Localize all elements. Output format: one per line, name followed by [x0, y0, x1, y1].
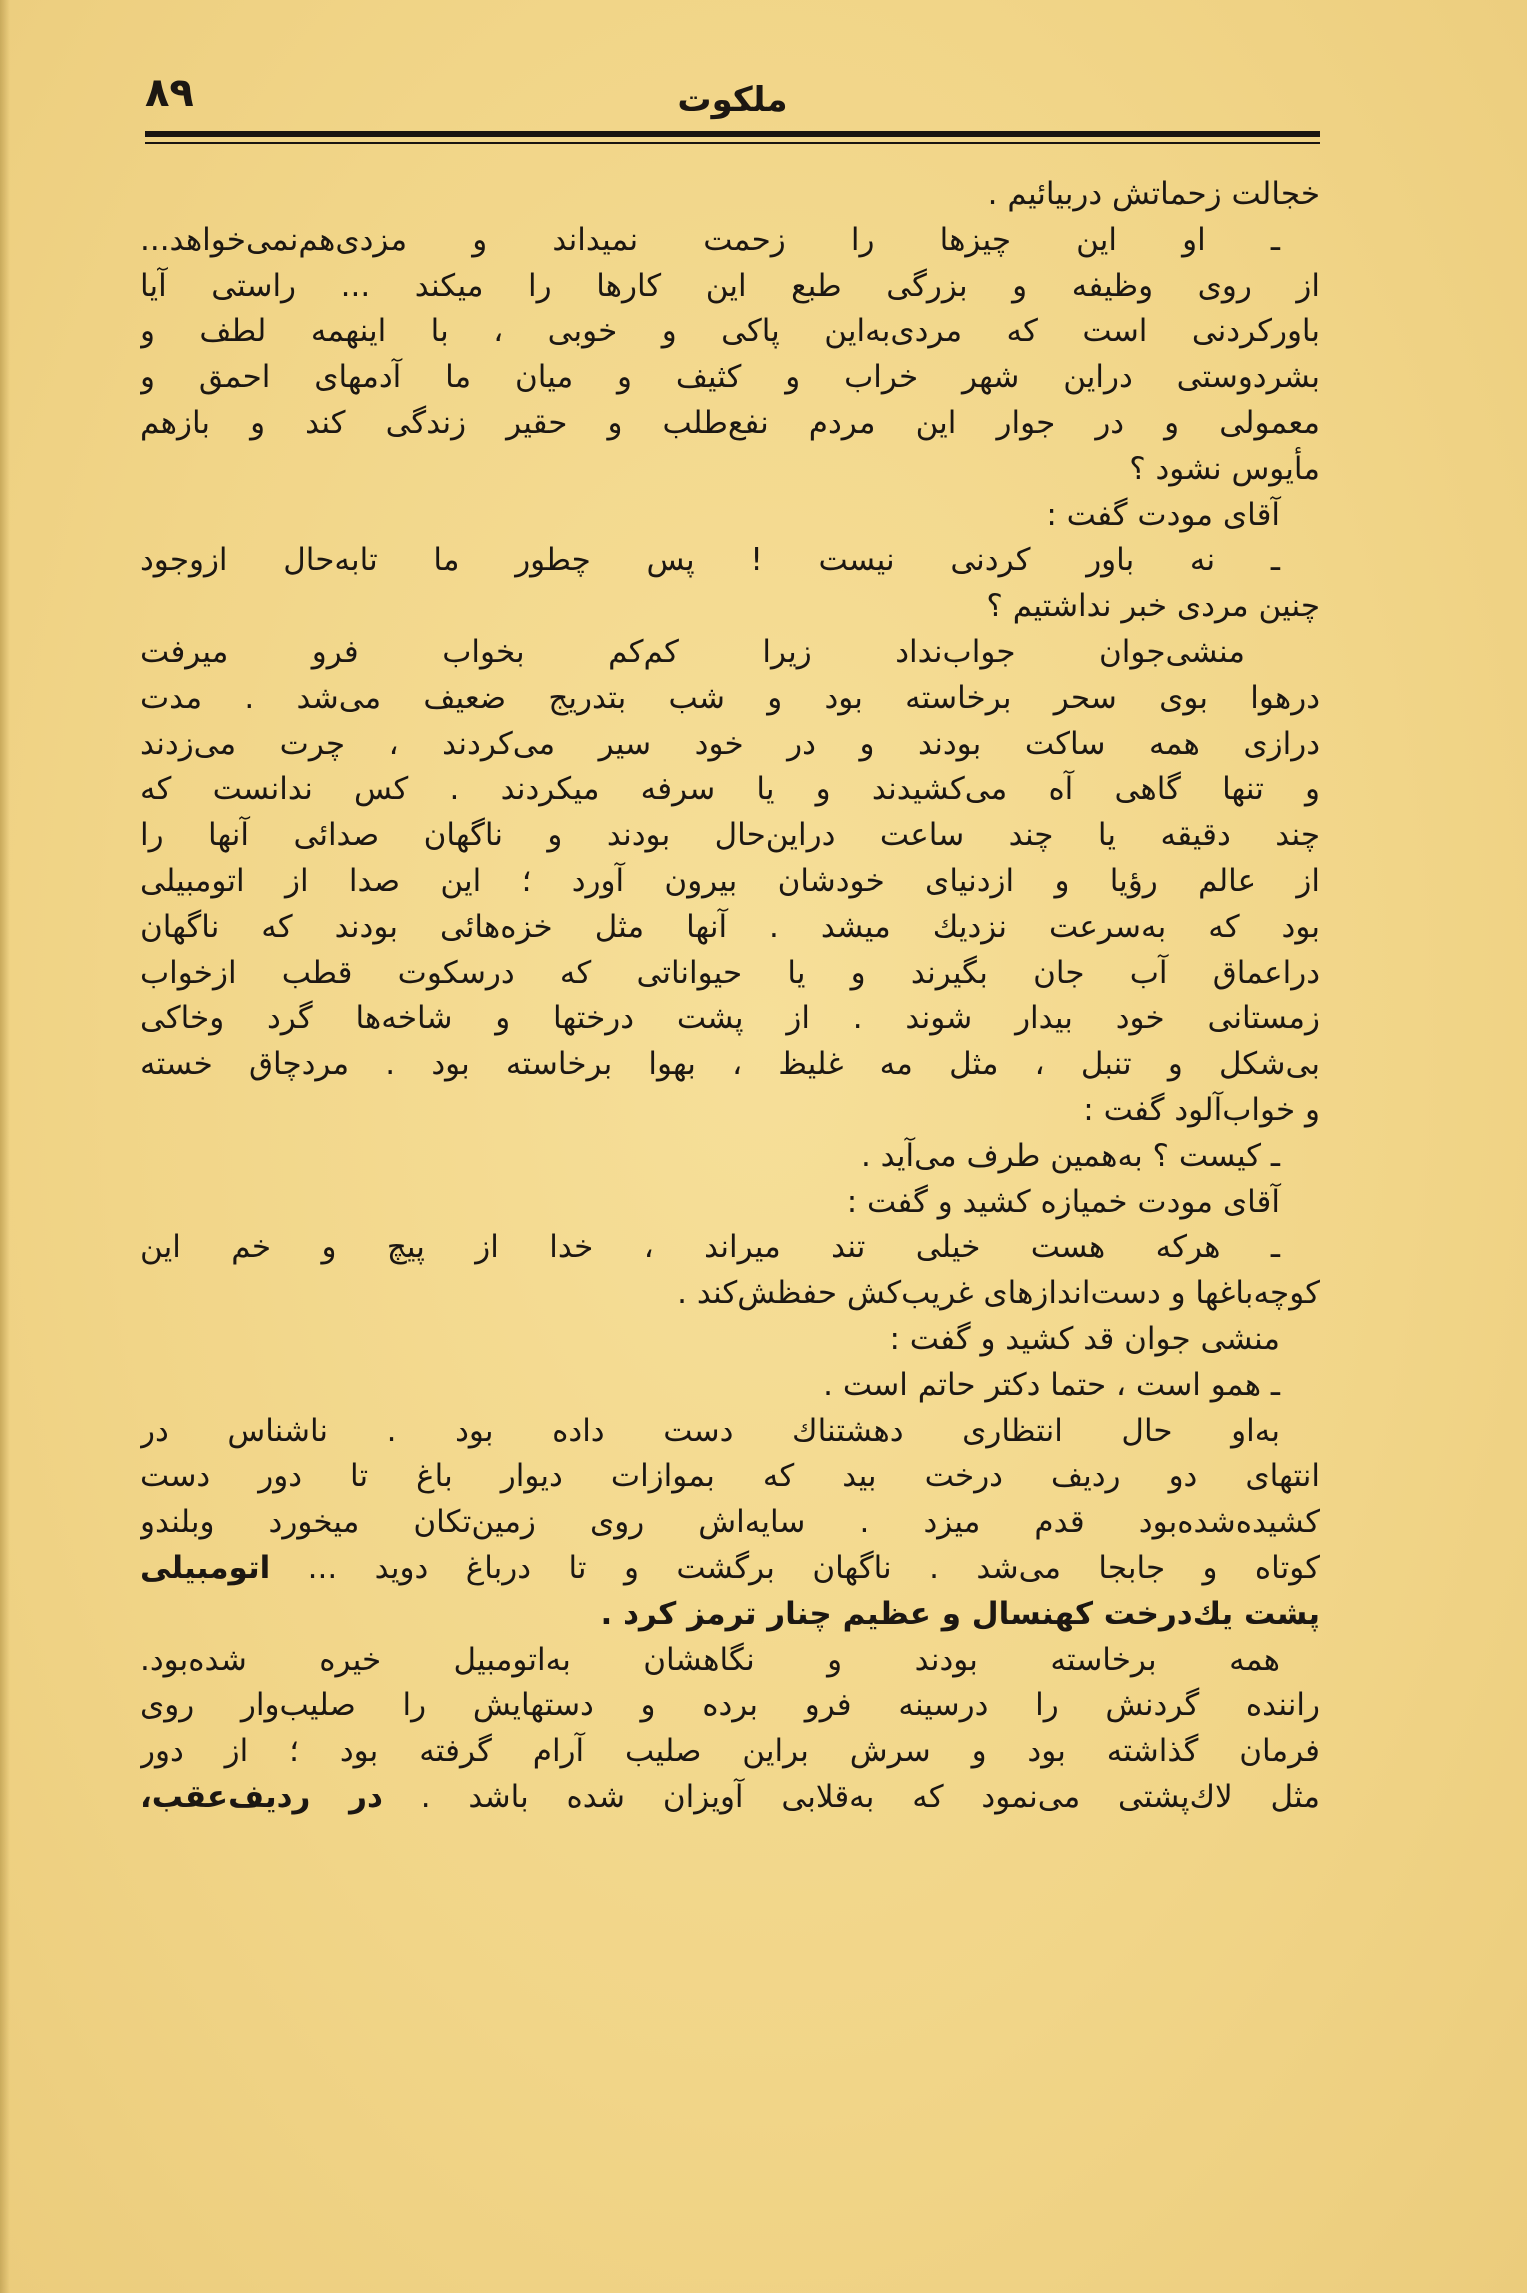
text-line-content: راننده گردنش را درسینه فرو برده و دستهایش را صلیب‌وار روی [140, 1687, 1320, 1724]
text-line [140, 1546, 1320, 1592]
text-line-content: دراعماق آب جان بگیرند و یا حیواناتی که درسکوت قطب ازخواب [140, 954, 1320, 991]
text-line [140, 1775, 1320, 1821]
text-line [140, 1454, 1320, 1500]
text-line-content: مثل لاك‌پشتی می‌نمود که به‌قلابی آویزان شده باشد . [420, 1778, 1320, 1815]
text-line [140, 859, 1320, 905]
text-line-content: درهوا بوی سحر برخاسته بود و شب بتدریج ضعیف می‌شد . مدت [140, 679, 1320, 716]
text-line-content: منشی‌جوان جواب‌نداد زیرا کم‌کم بخواب فرو میرفت [140, 633, 1245, 670]
text-line [140, 951, 1320, 997]
text-line-content: بود که به‌سرعت نزدیك میشد . آنها مثل خزه‌هائی بودند که ناگهان [140, 908, 1320, 945]
text-line-content: پشت یك‌درخت کهنسال و عظیم چنار ترمز کرد . [600, 1595, 1320, 1632]
text-line [140, 1088, 1320, 1134]
text-line [140, 218, 1320, 264]
text-line-content: آقای مودت خمیازه کشید و گفت : [846, 1183, 1280, 1220]
text-line-content: فرمان گذاشته بود و سرش براین صلیب آرام گرفته بود ؛ از دور [140, 1733, 1320, 1770]
text-line-content: منشی جوان قد کشید و گفت : [889, 1320, 1280, 1357]
text-line [140, 767, 1320, 813]
text-line [140, 996, 1320, 1042]
text-line [140, 1042, 1320, 1088]
text-line-bold-tail: اتومبیلی [140, 1549, 271, 1586]
text-line [140, 676, 1320, 722]
page-number: ۸۹ [145, 70, 194, 116]
text-line-content: بی‌شکل و تنبل ، مثل مه غلیظ ، بهوا برخاسته بود . مردچاق خسته [140, 1046, 1320, 1083]
text-line-content: انتهای دو ردیف درخت بید که بموازات دیوار باغ تا دور دست [140, 1458, 1320, 1495]
text-line-content: همه برخاسته بودند و نگاهشان به‌اتومبیل خیره شده‌بود. [140, 1641, 1280, 1678]
text-line-content: بشردوستی دراین شهر خراب و کثیف و میان ما آدمهای احمق و [140, 359, 1320, 396]
text-line-content: زمستانی خود بیدار شوند . از پشت درختها و شاخه‌ها گرد وخاکی [140, 1000, 1320, 1037]
page-header [145, 60, 1320, 140]
text-line-content: درازی همه ساکت بودند و در خود سیر می‌کردند ، چرت می‌زدند [140, 725, 1320, 762]
text-line [140, 584, 1320, 630]
text-line [140, 1683, 1320, 1729]
page-edge-shadow [0, 0, 10, 2293]
text-line [140, 447, 1320, 493]
text-line-content: چنین مردی خبر نداشتیم ؟ [986, 588, 1320, 625]
header-rule-thin [145, 142, 1320, 144]
text-line [140, 1271, 1320, 1317]
body-text [140, 172, 1320, 1821]
text-line-content: از عالم رؤیا و ازدنیای خودشان بیرون آورد ؛ این صدا از اتومبیلی [140, 862, 1320, 899]
text-line-content: کوچه‌باغها و دست‌اندازهای غریب‌کش حفظش‌کند . [677, 1275, 1320, 1312]
text-line [140, 1180, 1320, 1226]
text-line [140, 1363, 1320, 1409]
text-line-bold-tail: در ردیف‌عقب، [140, 1778, 383, 1815]
text-line [140, 1225, 1320, 1271]
text-line [140, 722, 1320, 768]
text-line [140, 1729, 1320, 1775]
text-line [140, 1409, 1320, 1455]
text-line [140, 1500, 1320, 1546]
text-line-content: ـ او این چیزها را زحمت نمیداند و مزدی‌هم‌نمی‌خواهد... [140, 221, 1280, 258]
text-line [140, 309, 1320, 355]
text-line [140, 493, 1320, 539]
text-line [140, 905, 1320, 951]
running-title: ملکوت [677, 80, 788, 120]
text-line-content: ـ همو است ، حتما دکتر حاتم است . [823, 1366, 1280, 1403]
text-line [140, 1134, 1320, 1180]
text-line-content: کشیده‌شده‌بود قدم میزد . سایه‌اش روی زمین‌تکان میخورد وبلندو [140, 1504, 1320, 1541]
text-line [140, 630, 1320, 676]
text-line-content: و خواب‌آلود گفت : [1083, 1091, 1320, 1128]
text-line [140, 355, 1320, 401]
text-line-content: کوتاه و جابجا می‌شد . ناگهان برگشت و تا درباغ دوید ... [307, 1549, 1320, 1586]
text-line [140, 1317, 1320, 1363]
text-line-content: ـ هرکه هست خیلی تند میراند ، خدا از پیچ و خم این [140, 1229, 1280, 1266]
text-line [140, 172, 1320, 218]
header-rule-thick [145, 131, 1320, 137]
text-line-content: آقای مودت گفت : [1046, 496, 1280, 533]
text-line-content: باورکردنی است که مردی‌به‌این پاکی و خوبی ، با اینهمه لطف و [140, 313, 1320, 350]
text-line [140, 1592, 1320, 1638]
text-line-content: ـ نه باور کردنی نیست ! پس چطور ما تابه‌حال ازوجود [140, 542, 1280, 579]
text-line [140, 538, 1320, 584]
text-line-content: ـ کیست ؟ به‌همین طرف می‌آید . [860, 1137, 1280, 1174]
text-line-content: به‌او حال انتظاری دهشتناك دست داده بود . ناشناس در [140, 1412, 1280, 1449]
text-line [140, 401, 1320, 447]
text-line-content: چند دقیقه یا چند ساعت دراین‌حال بودند و ناگهان صدائی آنها را [140, 817, 1320, 854]
text-line-content: و تنها گاهی آه می‌کشیدند و یا سرفه میکردند . کس ندانست که [140, 771, 1320, 808]
text-line-content: خجالت زحماتش دربیائیم . [987, 176, 1320, 212]
text-line-content: از روی وظیفه و بزرگی طبع این کارها را میکند ... راستی آیا [140, 267, 1320, 304]
text-line [140, 264, 1320, 310]
text-line [140, 813, 1320, 859]
text-line-content: مأیوس نشود ؟ [1129, 450, 1320, 487]
text-line-content: معمولی و در جوار این مردم نفع‌طلب و حقیر زندگی کند و بازهم [140, 404, 1320, 441]
text-line [140, 1638, 1320, 1684]
